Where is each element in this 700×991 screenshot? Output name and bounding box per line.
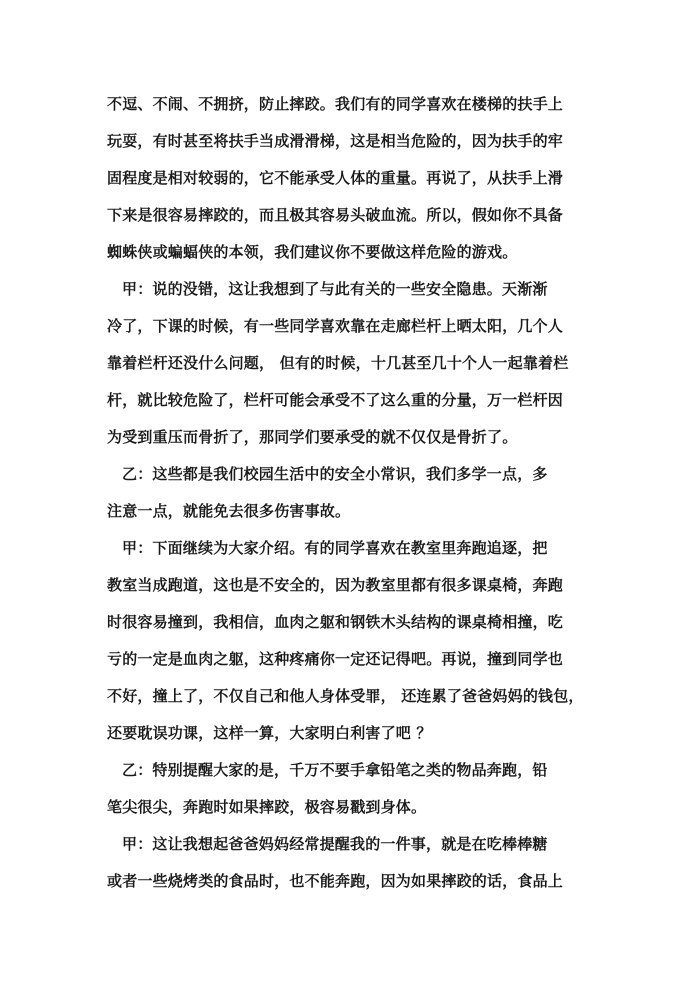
text-line: 玩耍，有时甚至将扶手当成滑滑梯，这是相当危险的，因为扶手的牢 [107, 132, 564, 150]
dialogue-line-yi: 乙：特别提醒大家的是，千万不要手拿铅笔之类的物品奔跑，铅 [122, 761, 548, 779]
text-line: 还要耽误功课，这样一算，大家明白利害了吧 ？ [107, 724, 432, 742]
text-line: 冷了，下课的时候，有一些同学喜欢靠在走廊栏杆上晒太阳，几个人 [107, 317, 564, 335]
text-line: 蜘蛛侠或蝙蝠侠的本领，我们建议你不要做这样危险的游戏。 [107, 243, 518, 261]
text-line: 固程度是相对较弱的，它不能承受人体的重量。再说了，从扶手上滑 [107, 169, 564, 187]
text-line: 或者一些烧烤类的食品时，也不能奔跑，因为如果摔跤的话，食品上 [107, 872, 564, 890]
text-line: 亏的一定是血肉之躯，这种疼痛你一定还记得吧。再说，撞到同学也 [107, 650, 564, 668]
text-line: 笔尖很尖，奔跑时如果摔跤，极容易戳到身体。 [107, 798, 427, 816]
text-line: 时很容易撞到，我相信，血肉之躯和钢铁木头结构的课桌椅相撞，吃 [107, 613, 564, 631]
text-line: 为受到重压而骨折了，那同学们要承受的就不仅仅是骨折了。 [107, 428, 518, 446]
dialogue-line-jia: 甲：这让我想起爸爸妈妈经常提醒我的一件事，就是在吃棒棒糖 [122, 835, 548, 853]
text-line: 靠着栏杆还没什么问题， 但有的时候，十几甚至几十个人一起靠着栏 [107, 354, 569, 372]
text-line: 不逗、不闹、不拥挤，防止摔跤。我们有的同学喜欢在楼梯的扶手上 [107, 95, 564, 113]
text-line: 杆，就比较危险了，栏杆可能会承受不了这么重的分量，万一栏杆因 [107, 391, 564, 409]
text-line: 不好，撞上了，不仅自己和他人身体受罪， 还连累了爸爸妈妈的钱包， [107, 687, 584, 705]
text-line: 注意一点，就能免去很多伤害事故。 [107, 502, 351, 520]
dialogue-line-yi: 乙：这些都是我们校园生活中的安全小常识，我们多学一点，多 [122, 465, 548, 483]
document-body [107, 86, 584, 900]
text-line: 下来是很容易摔跤的，而且极其容易头破血流。所以，假如你不具备 [107, 206, 564, 224]
dialogue-line-jia: 甲：说的没错，这让我想到了与此有关的一些安全隐患。天渐渐 [122, 280, 548, 298]
dialogue-line-jia: 甲：下面继续为大家介绍。有的同学喜欢在教室里奔跑追逐，把 [122, 539, 548, 557]
text-line: 教室当成跑道，这也是不安全的，因为教室里都有很多课桌椅，奔跑 [107, 576, 564, 594]
